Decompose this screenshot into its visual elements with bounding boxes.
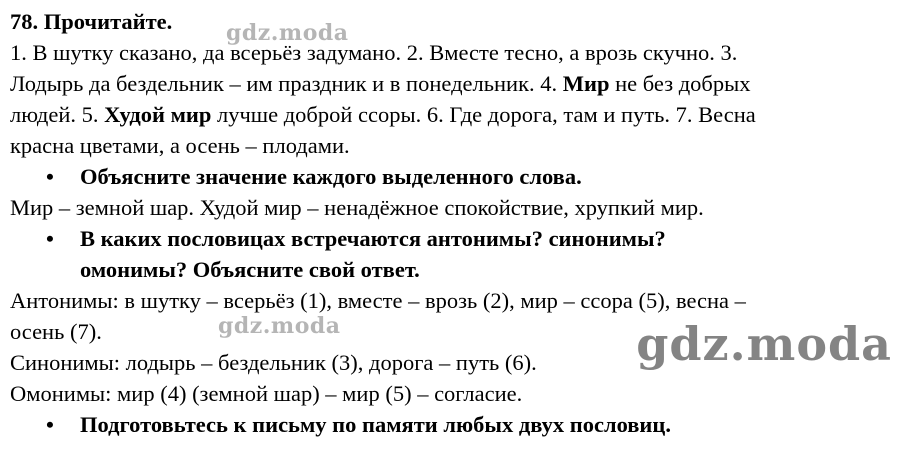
text-line-2-start: Лодырь да бездельник – им праздник и в понедельник. 4. bbox=[10, 71, 563, 96]
text-line-4: красна цветами, а осень – плодами. bbox=[10, 133, 350, 158]
text-line-2-end: не без добрых bbox=[609, 71, 751, 96]
highlighted-word-mir: Мир bbox=[562, 71, 610, 96]
watermark-top: gdz.moda bbox=[226, 20, 349, 46]
text-line-3-end: лучше доброй ссоры. 6. Где дорога, там и путь. 7. Весна bbox=[211, 102, 756, 127]
text-line-1: 1. В шутку сказано, да всерьёз задумано. 2. Вместе тесно, а врозь скучно. 3. bbox=[10, 40, 738, 65]
answer-antonyms-line-1: Антонимы: в шутку – всерьёз (1), вместе – врозь (2), мир – ссора (5), весна – bbox=[10, 288, 746, 313]
watermark-middle: gdz.moda bbox=[218, 313, 341, 339]
bullet-icon: • bbox=[46, 412, 54, 437]
task-1 bbox=[10, 161, 910, 192]
task-3 bbox=[10, 409, 910, 440]
watermark-large: gdz.moda bbox=[636, 317, 892, 371]
text-line-2 bbox=[10, 68, 910, 99]
task-2 bbox=[10, 223, 910, 254]
exercise-page bbox=[10, 6, 910, 440]
bullet-icon: • bbox=[46, 164, 54, 189]
task-2-text-line-1: В каких пословицах встречаются антонимы? синонимы? bbox=[80, 226, 666, 251]
exercise-title: 78. Прочитайте. bbox=[10, 9, 173, 34]
answer-1: Мир – земной шар. Худой мир – ненадёжное спокойствие, хрупкий мир. bbox=[10, 195, 704, 220]
task-1-text: Объясните значение каждого выделенного слова. bbox=[80, 164, 582, 189]
bullet-icon: • bbox=[46, 226, 54, 251]
answer-homonyms: Омонимы: мир (4) (земной шар) – мир (5) – согласие. bbox=[10, 381, 523, 406]
text-line-3 bbox=[10, 99, 910, 130]
text-line-3-start: людей. 5. bbox=[10, 102, 105, 127]
answer-antonyms-line-2: осень (7). bbox=[10, 319, 102, 344]
answer-synonyms: Синонимы: лодырь – бездельник (3), дорога – путь (6). bbox=[10, 350, 537, 375]
task-2-text-line-2: омонимы? Объясните свой ответ. bbox=[80, 257, 420, 282]
highlighted-word-hudoy-mir: Худой мир bbox=[104, 102, 212, 127]
task-3-text: Подготовьтесь к письму по памяти любых двух пословиц. bbox=[80, 412, 671, 437]
